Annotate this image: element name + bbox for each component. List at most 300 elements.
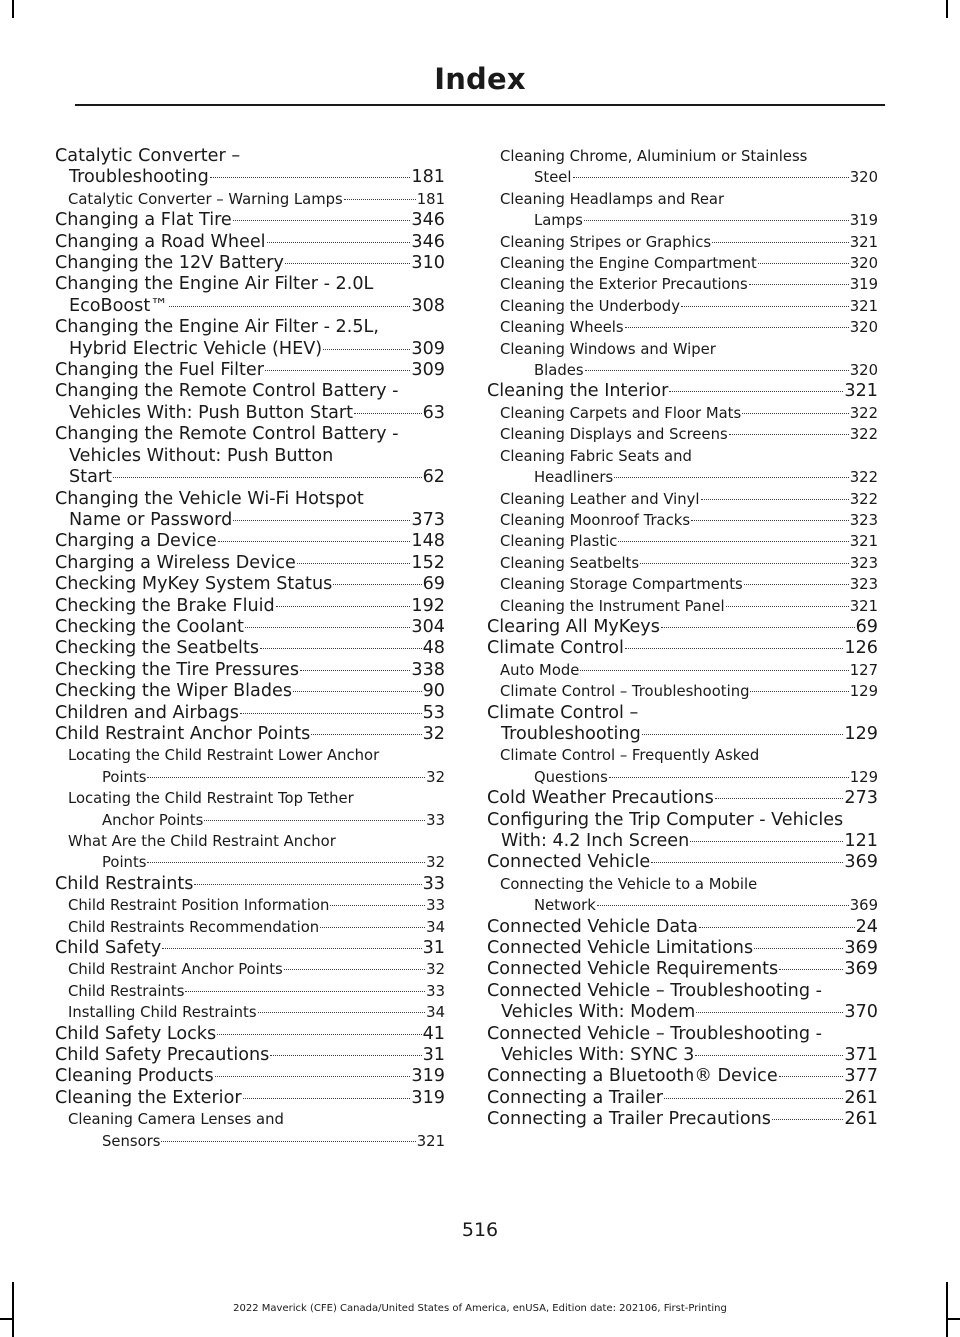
index-entry[interactable] (55, 938, 445, 959)
index-entry[interactable] (55, 959, 445, 980)
index-entry-label: Troubleshooting (501, 723, 641, 744)
dot-leader (573, 177, 849, 178)
index-entry-label: Child Restraints Recommendation (68, 918, 320, 936)
dot-leader (217, 1034, 421, 1035)
index-column-left (55, 146, 445, 1152)
dot-leader (161, 1141, 415, 1142)
index-page-ref[interactable]: 319 (849, 276, 878, 294)
index-page-ref[interactable]: 321 (416, 1132, 445, 1150)
index-entry[interactable] (55, 553, 445, 574)
index-page-ref[interactable]: 181 (411, 167, 445, 188)
index-page-ref[interactable]: 323 (849, 576, 878, 594)
dot-leader (210, 177, 411, 178)
dot-leader (661, 627, 855, 628)
index-entry-label: Checking the Brake Fluid (55, 595, 275, 616)
index-entry[interactable] (55, 189, 445, 210)
dot-leader (642, 734, 844, 735)
dot-leader (300, 670, 410, 671)
index-entry-text: Changing the Vehicle Wi-Fi Hotspot (55, 488, 364, 509)
dot-leader (772, 1119, 843, 1120)
crop-mark-bottom-right-h (946, 1318, 960, 1320)
index-page-ref[interactable]: 377 (844, 1066, 878, 1087)
index-entry[interactable] (487, 874, 878, 917)
dot-leader (744, 584, 849, 585)
index-entry[interactable] (487, 917, 878, 938)
index-entry-label: Points (102, 768, 147, 786)
index-entry-label: Climate Control – Troubleshooting (500, 683, 750, 701)
index-page-ref[interactable]: 309 (411, 338, 445, 359)
index-page-ref[interactable]: 34 (426, 1004, 445, 1022)
dot-leader (258, 1012, 426, 1013)
index-entry-text: Changing the Engine Air Filter - 2.0L (55, 274, 374, 295)
dot-leader (625, 327, 849, 328)
index-entry[interactable] (55, 424, 445, 488)
dot-leader (162, 948, 421, 949)
dot-leader (218, 541, 411, 542)
index-page-ref[interactable]: 319 (411, 1087, 445, 1108)
index-entry-label: Blades (534, 362, 584, 380)
index-entry-label: Cleaning Plastic (500, 533, 618, 551)
dot-leader (779, 1076, 844, 1077)
index-entry[interactable] (487, 981, 878, 1024)
index-page-ref[interactable]: 32 (426, 961, 445, 979)
dot-leader (681, 306, 849, 307)
index-page-ref[interactable]: 369 (844, 959, 878, 980)
index-entry[interactable] (487, 531, 878, 552)
dot-leader (669, 391, 843, 392)
index-entry-label: Cleaning Carpets and Floor Mats (500, 404, 742, 422)
index-entry[interactable] (487, 489, 878, 510)
index-entry-label: Child Restraint Anchor Points (55, 723, 311, 744)
index-entry-label: Changing a Flat Tire (55, 210, 232, 231)
index-entry[interactable] (55, 703, 445, 724)
index-entry-label: Connecting a Trailer (487, 1087, 663, 1108)
index-entry-label: Checking the Wiper Blades (55, 681, 293, 702)
index-page-ref[interactable]: 319 (411, 1066, 445, 1087)
index-entry-label: Child Safety Precautions (55, 1045, 270, 1066)
index-page-ref[interactable]: 148 (411, 531, 445, 552)
index-entry-label: Checking the Seatbelts (55, 638, 260, 659)
dot-leader (285, 263, 410, 264)
index-page-ref[interactable]: 322 (849, 404, 878, 422)
index-page-ref[interactable]: 369 (844, 852, 878, 873)
index-page-ref[interactable]: 261 (844, 1109, 878, 1130)
index-entry[interactable] (55, 745, 445, 788)
index-entry[interactable] (55, 638, 445, 659)
index-page-ref[interactable]: 63 (422, 402, 445, 423)
index-page-ref[interactable]: 33 (426, 811, 445, 829)
index-page-ref[interactable]: 90 (422, 681, 445, 702)
index-entry-label: Cleaning the Engine Compartment (500, 255, 757, 273)
dot-leader (284, 969, 425, 970)
index-entry-label: Cleaning the Exterior Precautions (500, 276, 748, 294)
index-entry-label: Connecting a Trailer Precautions (487, 1109, 771, 1130)
index-entry[interactable] (55, 831, 445, 874)
index-entry-label: Cleaning the Interior (487, 381, 669, 402)
index-entry-label: Network (534, 897, 596, 915)
dot-leader (664, 1098, 843, 1099)
index-page-ref[interactable]: 31 (422, 1045, 445, 1066)
index-page-ref[interactable]: 31 (422, 938, 445, 959)
dot-leader (618, 541, 848, 542)
index-entry[interactable] (55, 660, 445, 681)
index-page-ref[interactable]: 346 (411, 231, 445, 252)
index-page-ref[interactable]: 310 (411, 253, 445, 274)
dot-leader (320, 927, 425, 928)
index-entry-label: Troubleshooting (69, 167, 209, 188)
index-page-ref[interactable]: 127 (849, 661, 878, 679)
index-entry-label: Cleaning Displays and Screens (500, 426, 728, 444)
dot-leader (194, 884, 421, 885)
index-entry[interactable] (55, 981, 445, 1002)
index-entry[interactable] (487, 959, 878, 980)
dot-leader (691, 520, 849, 521)
index-entry[interactable] (55, 681, 445, 702)
index-page-ref[interactable]: 322 (849, 469, 878, 487)
index-page-ref[interactable]: 129 (844, 723, 878, 744)
index-page-ref[interactable]: 129 (849, 683, 878, 701)
index-page-ref[interactable]: 321 (849, 233, 878, 251)
dot-leader (265, 370, 410, 371)
index-entry[interactable] (487, 1024, 878, 1067)
dot-leader (323, 349, 410, 350)
dot-leader (696, 1012, 843, 1013)
dot-leader (233, 520, 410, 521)
index-entry-label: Connected Vehicle Data (487, 916, 698, 937)
index-entry[interactable] (487, 1066, 878, 1087)
dot-leader (311, 734, 421, 735)
index-entry-label: Points (102, 854, 147, 872)
index-entry[interactable] (55, 874, 445, 895)
dot-leader (333, 584, 421, 585)
index-page-ref[interactable]: 273 (844, 788, 878, 809)
index-entry-label: Cold Weather Precautions (487, 788, 714, 809)
dot-leader (712, 242, 849, 243)
dot-leader (758, 263, 849, 264)
index-entry-label: Vehicles With: Push Button Start (69, 402, 354, 423)
dot-leader (651, 862, 843, 863)
dot-leader (614, 477, 849, 478)
index-entry-text: Cleaning Windows and Wiper (500, 340, 716, 358)
index-entry[interactable] (487, 146, 878, 189)
index-page-ref[interactable]: 152 (411, 552, 445, 573)
index-entry-label: Vehicles With: Modem (501, 1002, 696, 1023)
index-page-ref[interactable]: 320 (849, 319, 878, 337)
index-entry-label: Children and Airbags (55, 702, 239, 723)
index-page-ref[interactable]: 322 (849, 426, 878, 444)
index-page-ref[interactable]: 24 (855, 916, 878, 937)
index-entry-text: Climate Control – Frequently Asked (500, 747, 760, 765)
index-entry-label: Changing the 12V Battery (55, 253, 284, 274)
index-entry-label: Changing a Road Wheel (55, 231, 266, 252)
index-entry-text: Cleaning Camera Lenses and (68, 1111, 284, 1129)
index-entry-text: What Are the Child Restraint Anchor (68, 833, 336, 850)
index-entry-label: Cleaning the Exterior (55, 1087, 242, 1108)
index-column-right (487, 146, 878, 1131)
index-entry-label: Headliners (534, 469, 614, 487)
index-page-ref[interactable]: 323 (849, 554, 878, 572)
index-entry[interactable] (55, 317, 445, 360)
index-entry[interactable] (487, 596, 878, 617)
index-entry-label: EcoBoost™ (69, 295, 168, 316)
index-entry-label: Name or Password (69, 509, 233, 530)
index-entry-label: Climate Control (487, 638, 624, 659)
index-entry[interactable] (487, 317, 878, 338)
index-page-ref[interactable]: 34 (426, 918, 445, 936)
dot-leader (147, 777, 425, 778)
index-entry-label: Child Restraint Anchor Points (68, 961, 283, 979)
index-entry[interactable] (487, 1088, 878, 1109)
index-page-ref[interactable]: 33 (426, 982, 445, 1000)
index-entry-label: Child Safety (55, 938, 162, 959)
index-entry[interactable] (55, 360, 445, 381)
index-page-ref[interactable]: 126 (844, 638, 878, 659)
index-entry[interactable] (55, 617, 445, 638)
index-page-ref[interactable]: 53 (422, 702, 445, 723)
index-page-ref[interactable]: 338 (411, 659, 445, 680)
index-entry[interactable] (487, 660, 878, 681)
dot-leader (245, 627, 410, 628)
index-page-ref[interactable]: 309 (411, 360, 445, 381)
index-entry[interactable] (55, 788, 445, 831)
index-entry-label: Connected Vehicle Limitations (487, 938, 754, 959)
index-entry[interactable] (55, 253, 445, 274)
index-entry-label: Checking MyKey System Status (55, 574, 333, 595)
index-entry-label: With: 4.2 Inch Screen (501, 831, 690, 851)
dot-leader (330, 905, 425, 906)
index-page-ref[interactable]: 304 (411, 616, 445, 637)
index-entry-text: Changing the Remote Control Battery - (55, 381, 399, 402)
index-entry-label: Auto Mode (500, 661, 580, 679)
index-entry[interactable] (55, 1024, 445, 1045)
index-entry[interactable] (55, 232, 445, 253)
index-page-ref[interactable]: 320 (849, 362, 878, 380)
index-page-ref[interactable]: 32 (426, 768, 445, 786)
index-entry[interactable] (55, 531, 445, 552)
index-entry-text: Locating the Child Restraint Top Tether (68, 790, 354, 808)
index-entry-label: Installing Child Restraints (68, 1004, 257, 1022)
index-page-ref[interactable]: 41 (422, 1023, 445, 1044)
index-entry[interactable] (55, 210, 445, 231)
dot-leader (640, 563, 849, 564)
index-page-ref[interactable]: 370 (844, 1002, 878, 1023)
index-entry-label: Hybrid Electric Vehicle (HEV) (69, 338, 323, 359)
index-page-ref[interactable]: 369 (849, 897, 878, 915)
index-entry-label: Sensors (102, 1132, 161, 1150)
page-number: 516 (461, 1219, 499, 1241)
index-page-ref[interactable]: 33 (422, 873, 445, 894)
dot-leader (715, 798, 844, 799)
index-entry[interactable] (487, 424, 878, 445)
index-entry[interactable] (487, 232, 878, 253)
index-entry[interactable] (487, 617, 878, 638)
index-entry-label: Questions (534, 768, 608, 786)
dot-leader (243, 1098, 411, 1099)
index-entry[interactable] (487, 745, 878, 788)
dot-leader (584, 220, 849, 221)
index-entry-label: Charging a Wireless Device (55, 552, 296, 573)
dot-leader (354, 413, 422, 414)
index-entry-label: Child Safety Locks (55, 1023, 217, 1044)
index-entry-text: Changing the Remote Control Battery - (55, 424, 399, 445)
index-entry[interactable] (55, 895, 445, 916)
index-entry-label: Connecting a Bluetooth® Device (487, 1066, 778, 1087)
index-entry-text: Changing the Engine Air Filter - 2.5L, (55, 317, 379, 338)
index-entry-label: Child Restraint Position Information (68, 897, 330, 915)
index-page-ref[interactable]: 320 (849, 169, 878, 187)
dot-leader (690, 841, 843, 842)
index-entry-text: Configuring the Trip Computer - Vehicles (487, 809, 844, 830)
index-entry-text: Catalytic Converter – (55, 146, 241, 166)
index-page-ref[interactable]: 371 (844, 1045, 878, 1066)
dot-leader (701, 499, 849, 500)
index-entry[interactable] (487, 189, 878, 232)
index-entry[interactable] (55, 574, 445, 595)
index-entry-label: Lamps (534, 212, 583, 230)
index-page-ref[interactable]: 321 (849, 533, 878, 551)
index-entry[interactable] (55, 1002, 445, 1023)
crop-mark-top-right (946, 0, 948, 18)
index-entry-label: Checking the Tire Pressures (55, 659, 300, 680)
index-entry[interactable] (487, 296, 878, 317)
index-page-ref[interactable]: 121 (844, 831, 878, 851)
dot-leader (726, 606, 849, 607)
index-entry[interactable] (487, 810, 878, 853)
index-entry-label: Child Restraints (55, 873, 194, 894)
dot-leader (699, 927, 855, 928)
index-entry-label: Cleaning Moonroof Tracks (500, 511, 691, 529)
index-entry[interactable] (55, 1088, 445, 1109)
index-entry[interactable] (55, 489, 445, 532)
dot-leader (204, 820, 425, 821)
index-entry[interactable] (487, 1109, 878, 1130)
dot-leader (233, 220, 411, 221)
index-entry[interactable] (55, 724, 445, 745)
index-entry-text: Connected Vehicle – Troubleshooting - (487, 1023, 822, 1044)
index-entry[interactable] (487, 788, 878, 809)
index-page-ref[interactable]: 322 (849, 490, 878, 508)
index-entry[interactable] (487, 403, 878, 424)
index-page-ref[interactable]: 192 (411, 595, 445, 616)
header-divider (75, 104, 885, 106)
index-page-ref[interactable]: 373 (411, 509, 445, 530)
dot-leader (215, 1076, 411, 1077)
index-page-ref[interactable]: 369 (844, 938, 878, 959)
index-entry[interactable] (487, 553, 878, 574)
index-entry-label: Checking the Coolant (55, 616, 244, 637)
dot-leader (267, 242, 411, 243)
dot-leader (580, 670, 848, 671)
index-entry[interactable] (55, 917, 445, 938)
index-entry[interactable] (55, 1066, 445, 1087)
index-entry-text: Connecting the Vehicle to a Mobile (500, 875, 758, 893)
index-entry[interactable] (487, 574, 878, 595)
index-entry-label: Vehicles With: SYNC 3 (501, 1045, 695, 1066)
index-entry[interactable] (55, 146, 445, 189)
index-entry[interactable] (487, 253, 878, 274)
index-entry-text: Climate Control – (487, 702, 639, 723)
index-entry[interactable] (487, 638, 878, 659)
dot-leader (260, 648, 422, 649)
dot-leader (147, 862, 425, 863)
index-entry[interactable] (487, 446, 878, 489)
index-page-ref[interactable]: 69 (422, 574, 445, 595)
index-entry-label: Child Restraints (68, 982, 185, 1000)
index-entry[interactable] (55, 596, 445, 617)
dot-leader (779, 969, 843, 970)
index-page-ref[interactable]: 62 (422, 467, 445, 488)
index-page-ref[interactable]: 321 (849, 597, 878, 615)
index-entry-label: Connected Vehicle (487, 852, 651, 873)
index-entry-label: Cleaning Leather and Vinyl (500, 490, 700, 508)
index-page-ref[interactable]: 129 (849, 768, 878, 786)
index-entry-label: Catalytic Converter – Warning Lamps (68, 190, 343, 208)
dot-leader (625, 648, 844, 649)
dot-leader (597, 905, 849, 906)
dot-leader (749, 284, 849, 285)
index-page-ref[interactable]: 32 (426, 854, 445, 872)
index-page-ref[interactable]: 319 (849, 212, 878, 230)
index-entry-label: Clearing All MyKeys (487, 616, 660, 637)
dot-leader (297, 563, 411, 564)
index-entry[interactable] (487, 681, 878, 702)
index-entry[interactable] (55, 381, 445, 424)
index-entry[interactable] (487, 938, 878, 959)
index-entry[interactable] (487, 381, 878, 402)
dot-leader (185, 991, 425, 992)
index-entry-text: Cleaning Fabric Seats and (500, 447, 692, 465)
index-page-ref[interactable]: 261 (844, 1087, 878, 1108)
index-entry-text: Connected Vehicle – Troubleshooting - (487, 980, 822, 1001)
dot-leader (270, 1055, 421, 1056)
index-page-ref[interactable]: 321 (849, 297, 878, 315)
index-entry[interactable] (487, 339, 878, 382)
index-entry-text: Vehicles Without: Push Button (69, 445, 334, 466)
index-entry[interactable] (487, 510, 878, 531)
index-page-ref[interactable]: 48 (422, 638, 445, 659)
index-entry[interactable] (55, 274, 445, 317)
index-entry-label: Cleaning Storage Compartments (500, 576, 743, 594)
index-page-ref[interactable]: 320 (849, 255, 878, 273)
index-entry[interactable] (55, 1109, 445, 1152)
index-entry-text: Cleaning Headlamps and Rear (500, 190, 725, 208)
index-page-ref[interactable]: 323 (849, 511, 878, 529)
index-page-ref[interactable]: 346 (411, 210, 445, 231)
index-page-ref[interactable]: 308 (411, 295, 445, 316)
index-page-ref[interactable]: 32 (422, 723, 445, 744)
index-entry-label: Start (69, 467, 112, 488)
index-page-ref[interactable]: 69 (855, 616, 878, 637)
index-entry[interactable] (487, 703, 878, 746)
dot-leader (609, 777, 849, 778)
index-entry[interactable] (487, 274, 878, 295)
crop-mark-top-left (12, 0, 14, 18)
crop-mark-bottom-left-h (0, 1318, 12, 1320)
index-page-ref[interactable]: 181 (416, 190, 445, 208)
dot-leader (293, 691, 422, 692)
dot-leader (276, 606, 411, 607)
index-entry[interactable] (55, 1045, 445, 1066)
dot-leader (754, 948, 843, 949)
index-entry-label: Changing the Fuel Filter (55, 360, 264, 381)
index-entry-label: Cleaning Stripes or Graphics (500, 233, 712, 251)
index-page-ref[interactable]: 321 (844, 381, 878, 402)
index-entry-label: Connected Vehicle Requirements (487, 959, 779, 980)
index-entry[interactable] (487, 852, 878, 873)
footer-edition-info: 2022 Maverick (CFE) Canada/United States of America, enUSA, Edition date: 202106, First-Printing (233, 1303, 727, 1314)
dot-leader (750, 691, 848, 692)
index-page-ref[interactable]: 33 (426, 897, 445, 915)
